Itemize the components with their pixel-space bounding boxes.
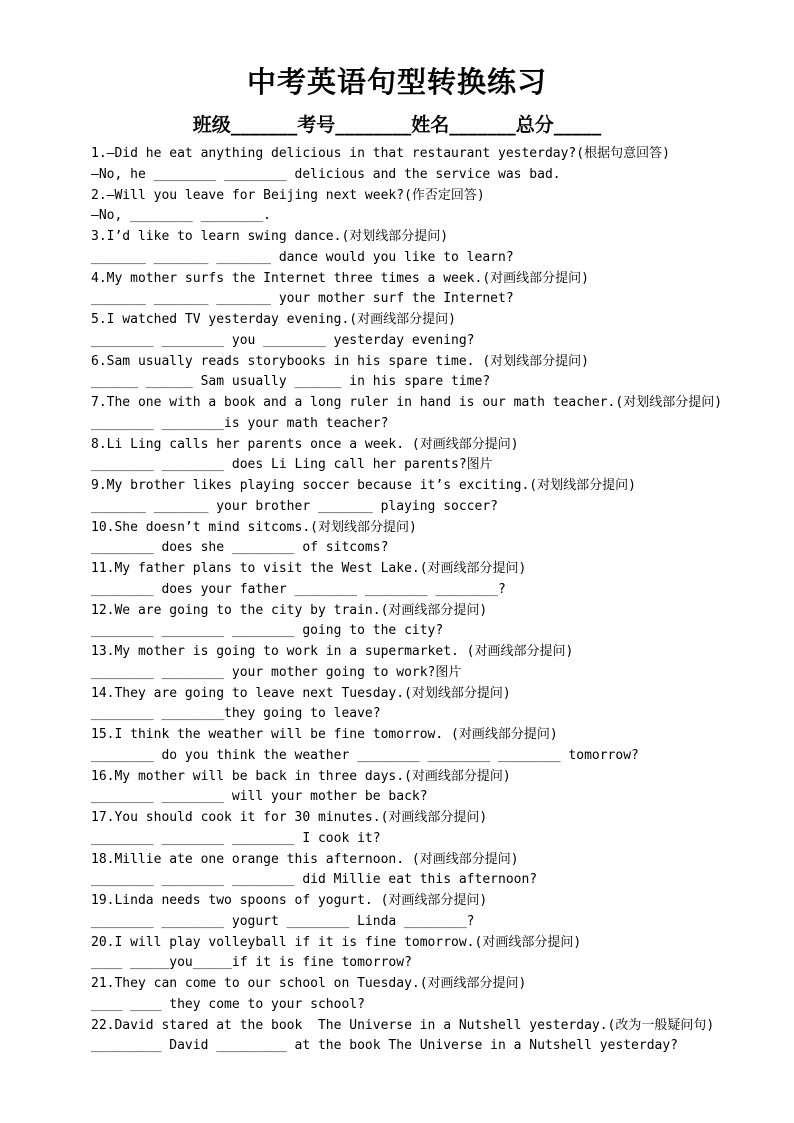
question-prompt: 14.They are going to leave next Tuesday.(对划线部分提问) [91, 685, 511, 701]
answer-blank-line: ________ ________ ________ did Millie eat this afternoon? [91, 872, 538, 888]
question-prompt: 19.Linda needs two spoons of yogurt. (对画线部分提问) [91, 893, 488, 908]
question-prompt: 21.They can come to our school on Tuesday.(对画线部分提问) [91, 976, 527, 991]
question-prompt: 9.My brother likes playing soccer because it’s exciting.(对划线部分提问) [91, 478, 636, 493]
answer-blank-line: ________ ________ you ________ yesterday evening? [91, 332, 475, 348]
answer-blank-line: ________ ________ your mother going to work?图片 [91, 664, 462, 680]
answer-blank-line: ________ does your father ________ ________ ________? [91, 581, 506, 597]
answer-blank-line: ________ ________ does Li Ling call her parents?图片 [91, 457, 493, 473]
question-prompt: 17.You should cook it for 30 minutes.(对画线部分提问) [91, 810, 488, 825]
question-prompt: 1.—Did he eat anything delicious in that restaurant yesterday?(根据句意回答) [91, 146, 670, 161]
question-prompt: 11.My father plans to visit the West Lake.(对画线部分提问) [91, 561, 527, 576]
answer-blank-line: ________ does she ________ of sitcoms? [91, 540, 389, 556]
answer-blank-line: ________ ________ yogurt ________ Linda ________? [91, 913, 475, 929]
question-list [91, 144, 771, 1057]
question-prompt: 4.My mother surfs the Internet three times a week.(对画线部分提问) [91, 270, 589, 286]
question-prompt: 7.The one with a book and a long ruler in hand is our math teacher.(对划线部分提问) [91, 395, 723, 410]
answer-blank-line: ________ ________ ________ going to the city? [91, 623, 444, 639]
answer-blank-line: ________ do you think the weather ________ ________ ________ tomorrow? [91, 747, 639, 763]
question-prompt: 5.I watched TV yesterday evening.(对画线部分提问) [91, 312, 456, 327]
answer-blank-line: ________ ________is your math teacher? [91, 415, 389, 431]
question-prompt: 18.Millie ate one orange this afternoon. (对画线部分提问) [91, 851, 519, 867]
answer-blank-line: _______ _______ _______ your mother surf the Internet? [91, 291, 514, 307]
answer-blank-line: _______ _______ _______ dance would you like to learn? [91, 249, 514, 265]
answer-blank-line: —No, he ________ ________ delicious and the service was bad. [91, 166, 561, 182]
question-prompt: 10.She doesn’t mind sitcoms.(对划线部分提问) [91, 519, 417, 535]
answer-blank-line: ________ ________they going to leave? [91, 706, 381, 722]
answer-blank-line: —No, ________ ________. [91, 208, 272, 224]
answer-blank-line: ______ ______ Sam usually ______ in his spare time? [91, 374, 491, 390]
student-info-line: 班级_______考号________姓名_______总分_____ [192, 114, 602, 136]
answer-blank-line: ________ ________ will your mother be back? [91, 789, 428, 805]
answer-blank-line: ________ ________ ________ I cook it? [91, 830, 381, 846]
answer-blank-line: ____ ____ they come to your school? [91, 996, 365, 1012]
question-prompt: 3.I’d like to learn swing dance.(对划线部分提问) [91, 229, 449, 244]
answer-blank-line: ____ _____you_____if it is fine tomorrow? [91, 955, 412, 971]
answer-blank-line: _________ David _________ at the book The Universe in a Nutshell yesterday? [91, 1038, 678, 1054]
question-prompt: 8.Li Ling calls her parents once a week. (对画线部分提问) [91, 436, 519, 452]
page-title: 中考英语句型转换练习 [246, 65, 547, 99]
answer-blank-line: _______ _______ your brother _______ playing soccer? [91, 498, 498, 514]
question-prompt: 20.I will play volleyball if it is fine tomorrow.(对画线部分提问) [91, 934, 582, 950]
question-prompt: 16.My mother will be back in three days.(对画线部分提问) [91, 768, 511, 784]
question-prompt: 13.My mother is going to work in a supermarket. (对画线部分提问) [91, 644, 574, 659]
question-prompt: 6.Sam usually reads storybooks in his spare time. (对划线部分提问) [91, 353, 589, 369]
question-prompt: 2.—Will you leave for Beijing next week?(作否定回答) [91, 187, 485, 203]
question-prompt: 12.We are going to the city by train.(对画线部分提问) [91, 602, 488, 618]
question-prompt: 15.I think the weather will be fine tomorrow. (对画线部分提问) [91, 727, 558, 742]
question-prompt: 22.David stared at the book The Universe in a Nutshell yesterday.(改为一般疑问句) [91, 1017, 715, 1033]
